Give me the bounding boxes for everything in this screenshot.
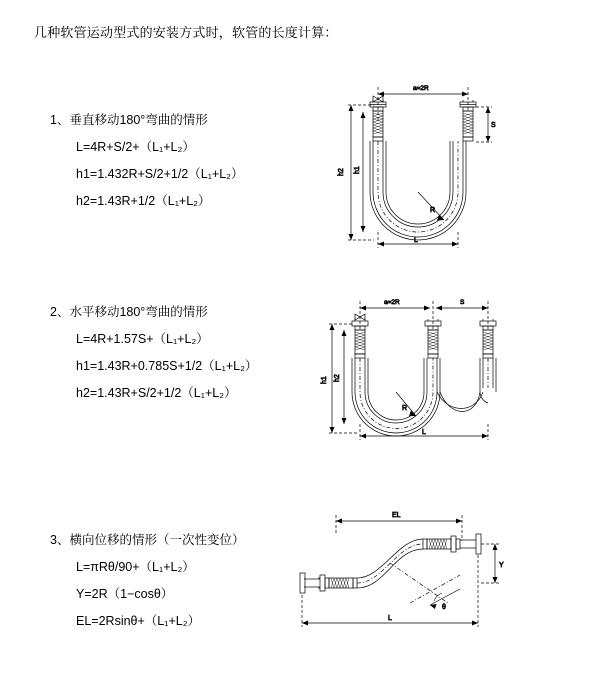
section-2-formula-1: L=4R+1.57S+（L₁+L₂）: [76, 332, 209, 346]
svg-text:R: R: [430, 207, 436, 214]
section-2-title: 2、水平移动180°弯曲的情形: [50, 305, 208, 319]
svg-text:L: L: [388, 615, 392, 622]
section-1-title: 1、垂直移动180°弯曲的情形: [50, 113, 208, 127]
section-1-formula-3: h2=1.43R+1/2（L₁+L₂）: [76, 194, 211, 208]
svg-text:a=2R: a=2R: [384, 299, 400, 306]
section-1-formula-1: L=4R+S/2+（L₁+L₂）: [76, 140, 195, 154]
section-3-title: 3、横向位移的情形（一次性变位）: [50, 533, 245, 547]
svg-text:Y: Y: [499, 562, 504, 569]
svg-text:h2: h2: [338, 168, 345, 176]
section-2-formula-2: h1=1.43R+0.785S+1/2（L₁+L₂）: [76, 359, 258, 373]
vertical-180-bend-diagram: [318, 72, 518, 272]
svg-text:S: S: [460, 299, 465, 306]
svg-text:L: L: [414, 237, 418, 244]
section-3-formula-3: EL=2Rsinθ+（L₁+L₂）: [76, 614, 201, 628]
section-2: [50, 302, 257, 410]
section-1: [50, 110, 244, 218]
section-3-formula-1: L=πRθ/90+（L₁+L₂）: [76, 560, 195, 574]
svg-text:R: R: [402, 405, 408, 412]
page-title: 几种软管运动型式的安装方式时，软管的长度计算：: [34, 25, 338, 40]
svg-text:h1: h1: [321, 376, 328, 384]
svg-text:EL: EL: [392, 512, 401, 519]
svg-text:L: L: [422, 429, 426, 436]
section-1-formula-2: h1=1.432R+S/2+1/2（L₁+L₂）: [76, 167, 244, 181]
svg-text:h1: h1: [354, 166, 361, 174]
section-3-formula-2: Y=2R（1−cosθ）: [76, 587, 174, 601]
svg-text:h2: h2: [334, 374, 341, 382]
svg-text:θ: θ: [442, 604, 446, 611]
lateral-displacement-diagram: [290, 505, 520, 640]
svg-text:S: S: [491, 122, 496, 129]
svg-text:a=2R: a=2R: [413, 85, 429, 92]
section-3: [50, 530, 244, 638]
horizontal-180-bend-diagram: [318, 288, 528, 458]
section-2-formula-3: h2=1.43R+S/2+1/2（L₁+L₂）: [76, 386, 237, 400]
